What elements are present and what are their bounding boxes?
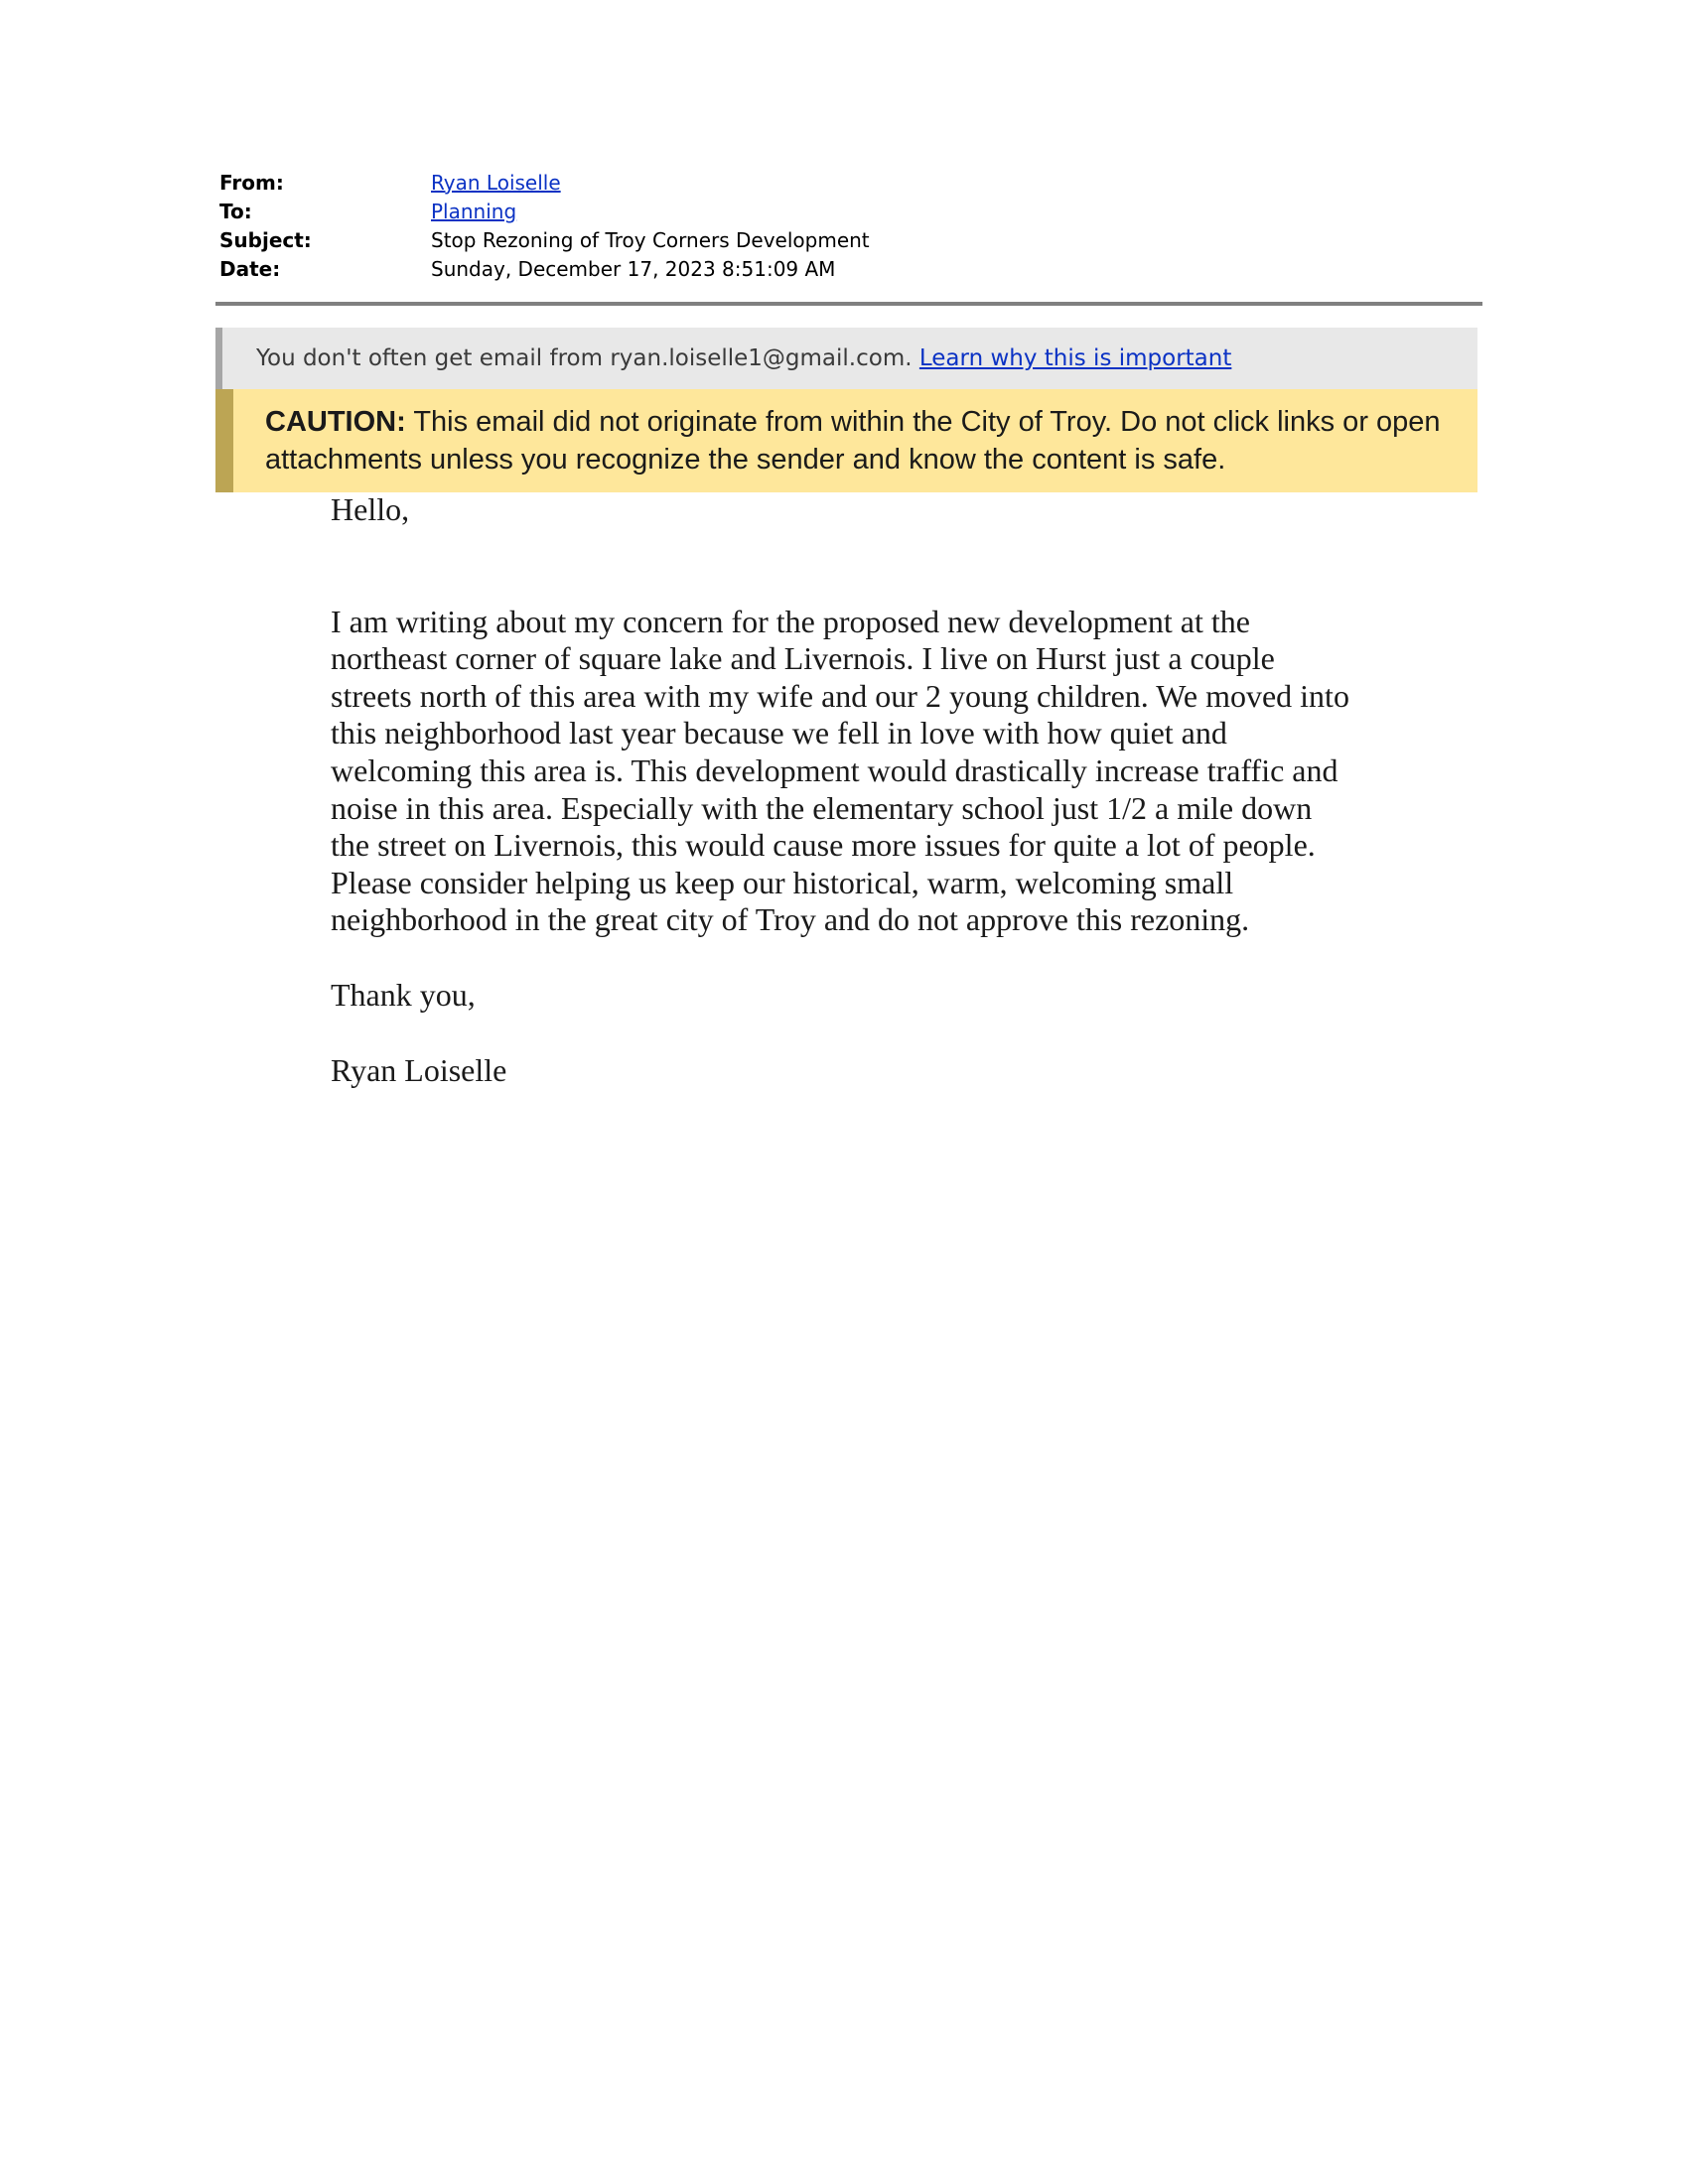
to-link[interactable]: Planning — [431, 200, 517, 223]
closing: Thank you, — [331, 976, 476, 1013]
subject-value: Stop Rezoning of Troy Corners Development — [431, 228, 870, 252]
to-row — [219, 198, 1480, 226]
date-row — [219, 255, 1480, 284]
greeting: Hello, — [331, 491, 410, 527]
email-body — [331, 491, 1383, 1089]
to-label: To: — [219, 200, 252, 223]
from-link[interactable]: Ryan Loiselle — [431, 171, 561, 195]
from-row — [219, 169, 1480, 198]
subject-label: Subject: — [219, 228, 312, 252]
caution-text: This email did not originate from within the City of Troy. Do not click links or open attachments unless you recognize the sender and know the content is safe. — [265, 406, 1441, 476]
caution-banner — [215, 389, 1477, 492]
from-label: From: — [219, 171, 284, 195]
date-label: Date: — [219, 257, 281, 281]
date-value: Sunday, December 17, 2023 8:51:09 AM — [431, 257, 836, 281]
external-sender-text: You don't often get email from ryan.loiselle1@gmail.com. — [256, 345, 913, 371]
email-header — [219, 169, 1480, 284]
caution-label: CAUTION: — [265, 406, 406, 438]
body-paragraph: I am writing about my concern for the proposed new development at the northeast corner of square lake and Livernois. I live on Hurst just a couple streets north of this area with my wife and our 2 young children. We moved into this neighborhood last year because we fell in love with how quiet and welcoming this area is. This development would drastically increase traffic and noise in this area. Especially with the elementary school just 1/2 a mile down the street on Livernois, this would cause more issues for quite a lot of people. Please consider helping us keep our historical, warm, welcoming small neighborhood in the great city of Troy and do not approve this rezoning. — [331, 603, 1349, 938]
learn-why-link[interactable]: Learn why this is important — [918, 345, 1232, 371]
signature: Ryan Loiselle — [331, 1051, 507, 1088]
external-sender-banner — [215, 328, 1477, 389]
subject-row — [219, 226, 1480, 255]
header-divider — [215, 302, 1482, 306]
